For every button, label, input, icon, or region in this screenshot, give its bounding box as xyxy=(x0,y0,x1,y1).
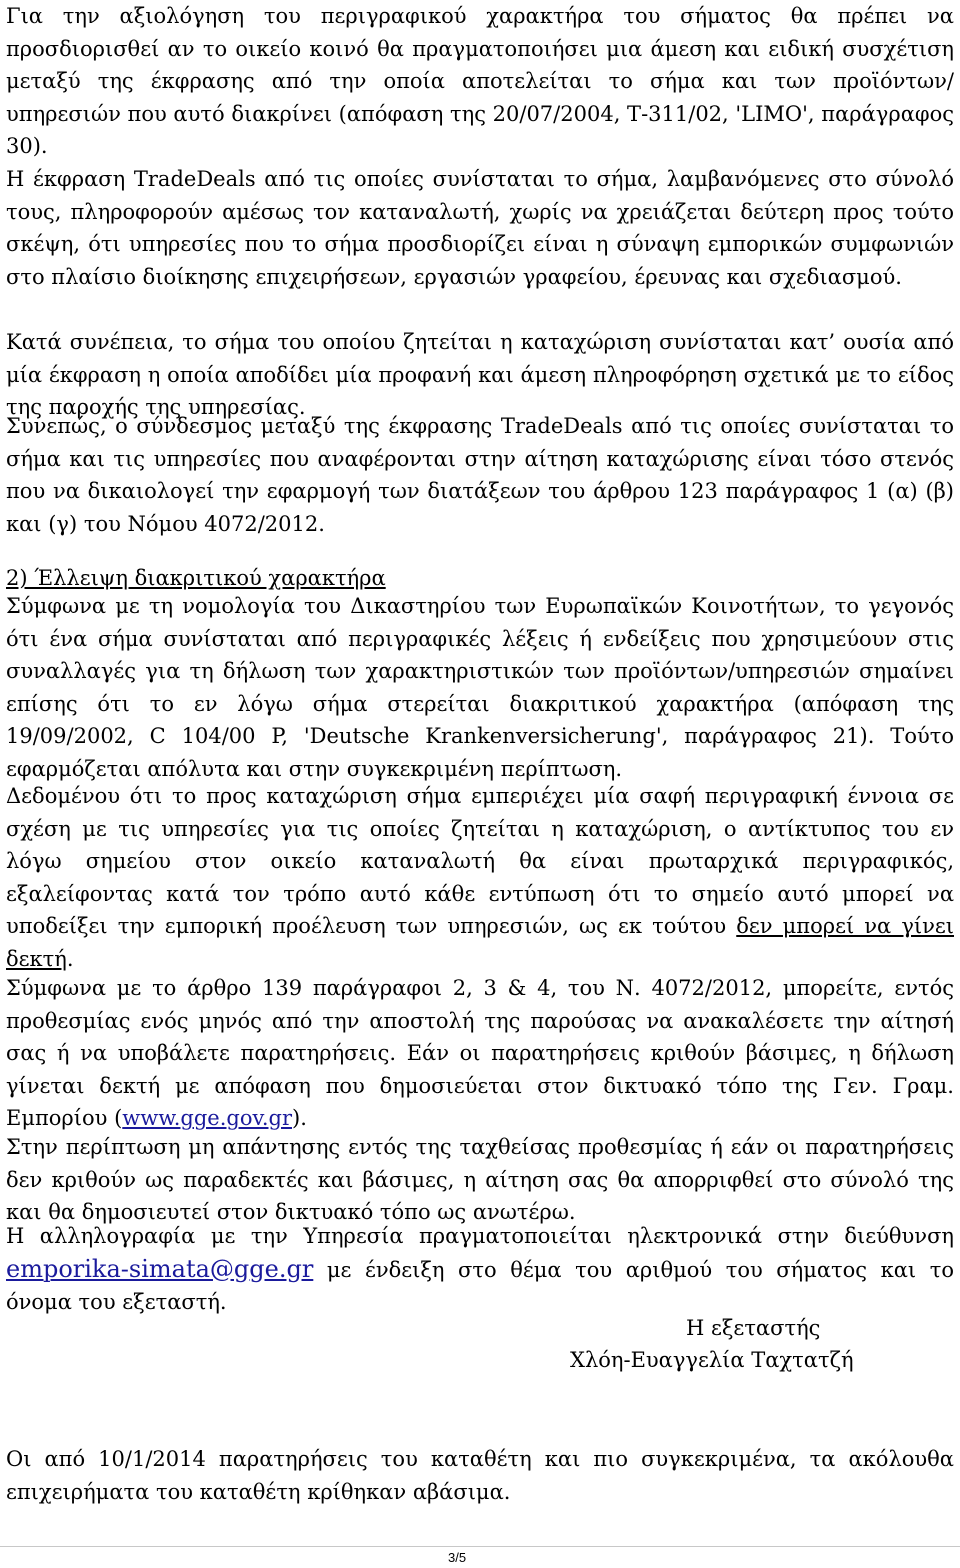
paragraph-text-part: Σύμφωνα με το άρθρο 139 παράγραφοι 2, 3 & 4, του Ν. 4072/2012, μπορείτε, εντός προθεσμίας ενός μηνός από την αποστολή της παρούσας να ανακαλέσετε την αίτησή σας ή να υποβάλετε παρατηρήσεις. Εάν οι παρατηρήσεις κριθούν βάσιμες, η δήλωση γίνεται δεκτή με απόφαση που δημοσιεύεται στον δικτυακό τόπο της Γεν. Γραμ. Εμπορίου ( xyxy=(6,976,954,1131)
paragraph-text: Για την αξιολόγηση του περιγραφικού χαρακτήρα του σήματος θα πρέπει να προσδιορισθεί αν το οικείο κοινό θα πραγματοποιήσει μια άμεση και ειδική συσχέτιση μεταξύ της έκφρασης από την οποία αποτελείται το σήμα και των προϊόντων/υπηρεσιών που αυτό διακρίνει (απόφαση της 20/07/2004, Τ-311/02, 'LIMO', παράγραφος 30). xyxy=(6,4,954,159)
footer-divider xyxy=(0,1546,960,1547)
paragraph-text: Η έκφραση TradeDeals από τις οποίες συνίσταται το σήμα, λαμβανόμενες στο σύνολό τους, πληροφορούν αμέσως τον καταναλωτή, χωρίς να χρειάζεται δεύτερη προς τούτο σκέψη, ότι υπηρεσίες που το σήμα προσδιορίζει είναι η σύναψη εμπορικών συμφωνιών στο πλαίσιο διοίκησης επιχειρήσεων, εργασιών γραφείου, έρευνας και σχεδιασμού. xyxy=(6,167,954,289)
section-heading: 2) Έλλειψη διακριτικού χαρακτήρα xyxy=(6,566,386,590)
paragraph-limo-reference xyxy=(6,0,954,163)
paragraph-correspondence xyxy=(6,1220,954,1319)
paragraph-text-part: . xyxy=(66,946,74,971)
email-link[interactable]: emporika-simata@gge.gr xyxy=(6,1254,314,1283)
paragraph-tradedeals-meaning xyxy=(6,163,954,293)
paragraph-article-139 xyxy=(6,972,954,1135)
signature-title: Η εξεταστής xyxy=(686,1316,821,1340)
paragraph-text: Συνεπώς, ο σύνδεσμος μεταξύ της έκφρασης TradeDeals από τις οποίες συνίσταται το σήμα και τις υπηρεσίες που αναφέρονται στην αίτηση καταχώρισης είναι τόσο στενός που να δικαιολογεί την εφαρμογή των διατάξεων του άρθρου 123 παράγραφος 1 (α) (β) και (γ) του Νόμου 4072/2012. xyxy=(6,414,954,536)
page-number: 3/5 xyxy=(448,1550,467,1565)
rejection-phrase: δεν μπορεί να γίνει δεκτή xyxy=(6,914,954,971)
signature-name: Χλόη-Ευαγγελία Ταχτατζή xyxy=(570,1348,854,1372)
gge-website-link[interactable]: www.gge.gov.gr xyxy=(122,1106,292,1131)
paragraph-text: Στην περίπτωση μη απάντησης εντός της ταχθείσας προθεσμίας ή εάν οι παρατηρήσεις δεν κριθούν ως παραδεκτές και βάσιμες, η αίτηση σας θα απορριφθεί στο σύνολό της και θα δημοσιευτεί στον δικτυακό τόπο ως ανωτέρω. xyxy=(6,1135,954,1225)
paragraph-observations xyxy=(6,1443,954,1508)
paragraph-no-response xyxy=(6,1131,954,1229)
paragraph-text: Σύμφωνα με τη νομολογία του Δικαστηρίου των Ευρωπαϊκών Κοινοτήτων, το γεγονός ότι ένα σήμα συνίσταται από περιγραφικές λέξεις ή ενδείξεις που χρησιμεύουν στις συναλλαγές για τη δήλωση των χαρακτηριστικών των προϊόντων/υπηρεσιών σημαίνει επίσης ότι το εν λόγω σήμα στερείται διακριτικού χαρακτήρα (απόφαση της 19/09/2002, C 104/00 P, 'Deutsche Krankenversicherung', παράγραφος 21). Τούτο εφαρμόζεται απόλυτα και στην συγκεκριμένη περίπτωση. xyxy=(6,594,954,781)
paragraph-text xyxy=(6,780,954,976)
paragraph-text-part: Η αλληλογραφία με την Υπηρεσία πραγματοποιείται ηλεκτρονικά στην διεύθυνση xyxy=(6,1224,954,1248)
paragraph-text: Οι από 10/1/2014 παρατηρήσεις του καταθέτη και πιο συγκεκριμένα, τα ακόλουθα επιχειρήματα του καταθέτη κρίθηκαν αβάσιμα. xyxy=(6,1447,954,1504)
paragraph-text xyxy=(6,972,954,1135)
paragraph-text: Κατά συνέπεια, το σήμα του οποίου ζητείται η καταχώριση συνίσταται κατ’ ουσία από μία έκφραση η οποία αποδίδει μία προφανή και άμεση πληροφόρηση σχετικά με το είδος της παροχής της υπηρεσίας. xyxy=(6,330,954,420)
paragraph-therefore xyxy=(6,410,954,540)
paragraph-text-part: Δεδομένου ότι το προς καταχώριση σήμα εμπεριέχει μία σαφή περιγραφική έννοια σε σχέση με τις υπηρεσίες για τις οποίες ζητείται η καταχώριση, ο αντίκτυπος του εν λόγω σημείου στον οικείο καταναλωτή θα είναι πρωταρχικά περιγραφικός, εξαλείφοντας κατά τον τρόπο αυτό κάθε εντύπωση ότι το σημείο αυτό μπορεί να υποδείξει την εμπορική προέλευση των υπηρεσιών, ως εκ τούτου xyxy=(6,784,954,939)
paragraph-text-part: με ένδειξη στο θέμα του αριθμού του σήματος και το όνομα του εξεταστή. xyxy=(6,1257,954,1315)
paragraph-text xyxy=(6,1220,954,1319)
paragraph-conclusion xyxy=(6,780,954,976)
paragraph-text-part: ). xyxy=(292,1106,307,1131)
paragraph-case-law xyxy=(6,590,954,786)
